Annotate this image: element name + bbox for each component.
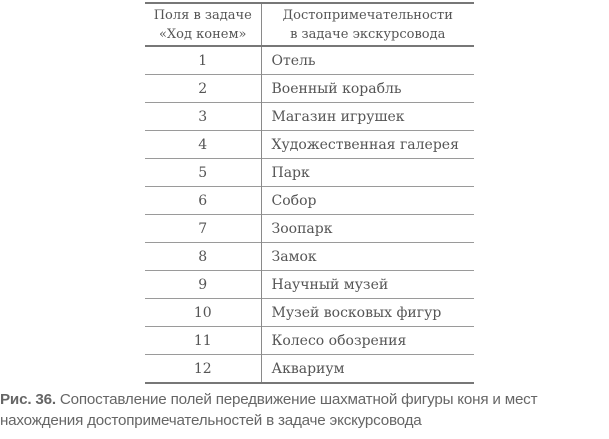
table-row	[145, 355, 474, 384]
table-row	[145, 75, 474, 103]
table-row	[145, 215, 474, 243]
header-sights	[261, 3, 474, 46]
table-row	[145, 299, 474, 327]
header-knight-move-fields	[145, 3, 261, 46]
sight-name: Собор	[261, 187, 474, 215]
sight-name: Военный корабль	[261, 75, 474, 103]
sight-name: Художественная галерея	[261, 131, 474, 159]
table-row	[145, 327, 474, 355]
sight-name: Аквариум	[261, 355, 474, 384]
sight-name: Отель	[261, 46, 474, 75]
sight-name: Замок	[261, 243, 474, 271]
table-row	[145, 159, 474, 187]
sight-name: Магазин игрушек	[261, 103, 474, 131]
sight-name: Научный музей	[261, 271, 474, 299]
field-number: 5	[198, 164, 208, 181]
table-row	[145, 243, 474, 271]
table-header-row	[145, 3, 474, 46]
header-col2-line2: в задаче экскурсовода	[290, 26, 446, 42]
sight-name: Парк	[261, 159, 474, 187]
caption-line2: нахождения достопримечательностей в задаче экскурсовода	[0, 412, 422, 429]
figure-label: Рис. 36.	[0, 391, 56, 408]
field-number: 10	[193, 304, 212, 321]
table-row	[145, 271, 474, 299]
header-col1-line2: «Ход конем»	[158, 26, 247, 42]
field-number: 12	[193, 360, 212, 377]
sight-name: Колесо обозрения	[261, 327, 474, 355]
table-row	[145, 187, 474, 215]
field-number: 7	[198, 220, 208, 237]
field-number: 2	[198, 80, 208, 97]
mapping-table	[145, 2, 474, 384]
field-number: 3	[198, 108, 208, 125]
field-number: 8	[198, 248, 208, 265]
table-row	[145, 103, 474, 131]
mapping-table-container	[145, 2, 474, 384]
field-number: 11	[193, 332, 212, 349]
table-row	[145, 46, 474, 75]
field-number: 9	[198, 276, 208, 293]
field-number: 1	[198, 52, 208, 69]
sight-name: Музей восковых фигур	[261, 299, 474, 327]
figure-caption	[0, 389, 609, 431]
field-number: 4	[198, 136, 208, 153]
sight-name: Зоопарк	[261, 215, 474, 243]
header-col1-line1: Поля в задаче	[153, 7, 252, 23]
header-col2-line1: Достопримечательности	[282, 7, 453, 23]
table-row	[145, 131, 474, 159]
field-number: 6	[198, 192, 208, 209]
caption-line1: Сопоставление полей передвижение шахматной фигуры коня и мест	[55, 391, 538, 408]
